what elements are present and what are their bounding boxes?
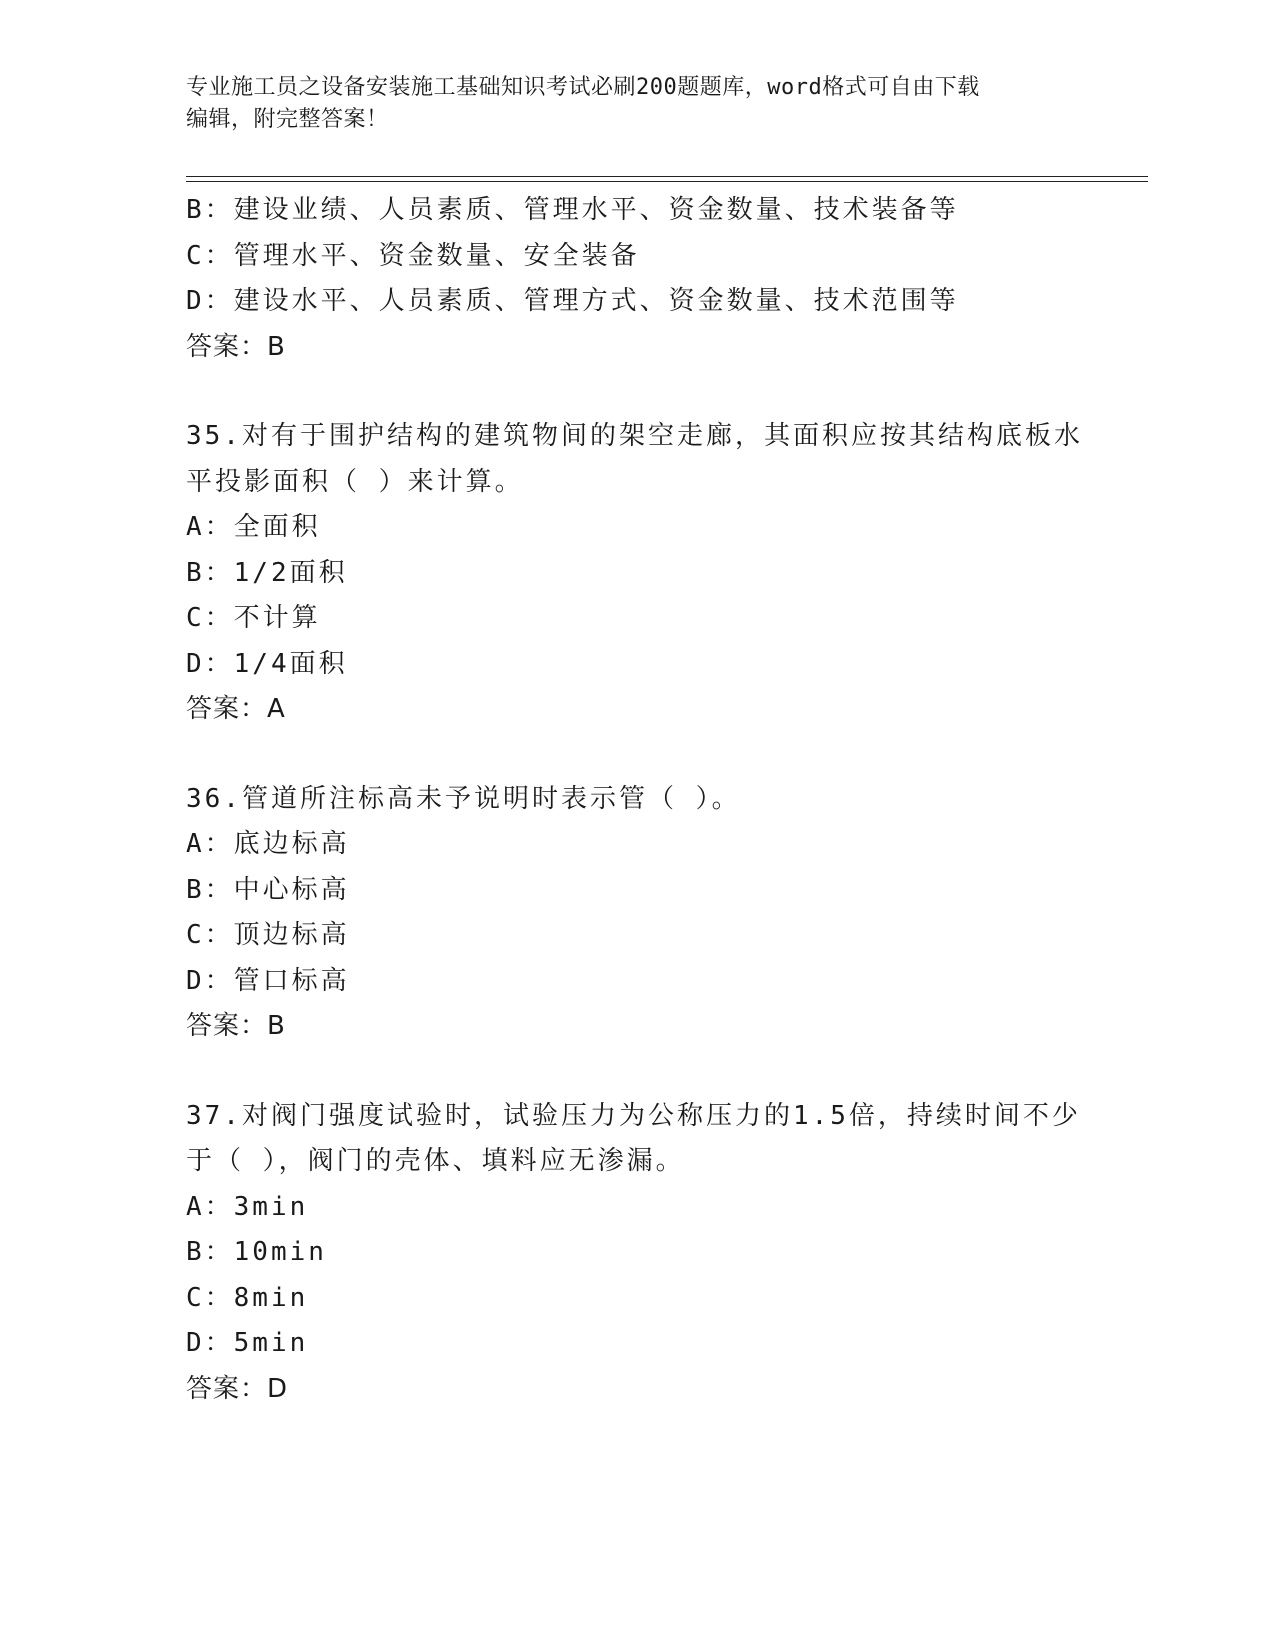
question-stem-line-1: 37.对阀门强度试验时，试验压力为公称压力的1.5倍，持续时间不少 bbox=[186, 1100, 1081, 1131]
question-36 bbox=[186, 777, 1086, 1050]
document-header bbox=[186, 72, 1086, 136]
option-a: A：全面积 bbox=[186, 512, 321, 542]
option-b: B：1/2面积 bbox=[186, 557, 348, 588]
option-d: D：建设水平、人员素质、管理方式、资金数量、技术范围等 bbox=[186, 286, 959, 316]
option-c: C：顶边标高 bbox=[186, 920, 350, 950]
question-list bbox=[186, 188, 1086, 1412]
answer-line: 答案：D bbox=[186, 1373, 289, 1404]
question-35 bbox=[186, 414, 1086, 733]
option-d: D：1/4面积 bbox=[186, 648, 348, 679]
option-b: B：建设业绩、人员素质、管理水平、资金数量、技术装备等 bbox=[186, 195, 959, 225]
option-c: C：不计算 bbox=[186, 603, 321, 633]
option-d: D：管口标高 bbox=[186, 965, 350, 996]
option-c: C：管理水平、资金数量、安全装备 bbox=[186, 240, 640, 271]
option-d: D：5min bbox=[186, 1328, 309, 1358]
header-double-rule bbox=[186, 176, 1148, 182]
header-line-1: 专业施工员之设备安装施工基础知识考试必刷200题题库，word格式可自由下载 bbox=[186, 75, 980, 100]
option-a: A：底边标高 bbox=[186, 829, 350, 859]
option-c: C：8min bbox=[186, 1282, 309, 1313]
header-line-2: 编辑，附完整答案！ bbox=[186, 107, 389, 132]
answer-line: 答案：A bbox=[186, 694, 286, 724]
question-stem-line-1: 36.管道所注标高未予说明时表示管（ ）。 bbox=[186, 783, 741, 814]
answer-line: 答案：B bbox=[186, 1011, 286, 1041]
answer-line: 答案：B bbox=[186, 331, 286, 362]
option-b: B：中心标高 bbox=[186, 874, 350, 905]
spacer bbox=[186, 733, 1086, 777]
question-stem-line-2: 于（ ），阀门的壳体、填料应无渗漏。 bbox=[186, 1146, 685, 1176]
question-stem-line-2: 平投影面积（ ）来计算。 bbox=[186, 466, 524, 497]
question-37 bbox=[186, 1094, 1086, 1413]
question-34-continued bbox=[186, 188, 1086, 370]
spacer bbox=[186, 370, 1086, 414]
question-stem-line-1: 35.对有于围护结构的建筑物间的架空走廊，其面积应按其结构底板水 bbox=[186, 421, 1083, 451]
option-a: A：3min bbox=[186, 1191, 309, 1222]
option-b: B：10min bbox=[186, 1237, 327, 1267]
spacer bbox=[186, 1050, 1086, 1094]
